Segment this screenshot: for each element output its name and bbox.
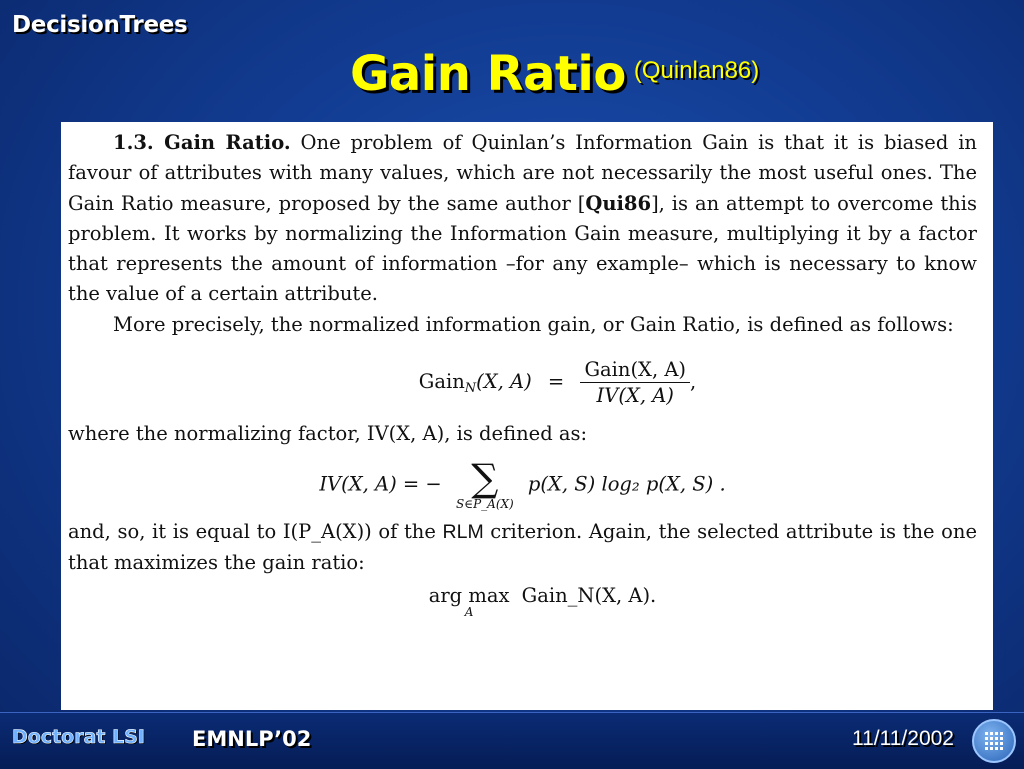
citation: Qui86 [585, 191, 652, 215]
eq3-arg-label: arg max [428, 583, 510, 607]
eq2-summation [455, 456, 514, 512]
section-title: DecisionTrees [12, 12, 188, 38]
eq1-lhs: Gain [418, 370, 465, 394]
slide-subtitle: (Quinlan86) [633, 57, 760, 84]
paragraph-1-end: ], is an attempt to overcome this problem. It works by normalizing the Information Gain measure, multiplying it by a factor that represents the amount of information –for any example– which is necessary to know the value of a certain attribute. [68, 191, 977, 306]
paragraph-2: More precisely, the normalized information gain, or Gain Ratio, is defined as follows: [113, 312, 954, 336]
rlm-label: RLM [442, 521, 484, 544]
eq1-denominator: IV(X, A) [596, 384, 674, 408]
paragraph-1 [68, 128, 977, 310]
eq3-argmax [429, 584, 510, 617]
paragraph-4 [68, 517, 977, 578]
document-excerpt [61, 122, 993, 710]
eq1-tail: , [690, 370, 697, 394]
section-heading: 1.3. Gain Ratio. [113, 131, 291, 154]
footer-bar [0, 712, 1024, 769]
doctorat-lsi-logo: Doctorat LSI [12, 726, 145, 748]
equation-argmax [68, 584, 977, 617]
equation-gain-ratio [68, 358, 977, 407]
eq1-equals: = [547, 370, 565, 394]
eq2-rhs: p(X, S) log₂ p(X, S) . [527, 472, 726, 496]
eq2-lhs: IV(X, A) = − [319, 472, 442, 496]
eq3-rhs: Gain_N(X, A). [521, 583, 657, 607]
conference-label: EMNLP’02 [192, 727, 312, 751]
paragraph-1-text: One problem of Quinlan’s Information Gain is that it is biased in favour of attributes with many values, which are not necessarily the most useful ones. The Gain Ratio measure, proposed by the same author [ [68, 131, 977, 215]
slide-title: Gain Ratio [350, 46, 626, 102]
equation-iv [68, 456, 977, 512]
eq1-numerator: Gain(X, A) [580, 358, 690, 383]
date-label: 11/11/2002 [852, 727, 954, 750]
eq3-arg-limit: A [464, 604, 474, 619]
summation-icon: ∑ [471, 456, 499, 501]
paragraph-4-end: criterion. Again, the selected attribute is the one that maximizes the gain ratio: [68, 520, 978, 574]
eq1-lhs-sub: N [464, 381, 477, 397]
paragraph-4-start: and, so, it is equal to I(P_A(X)) of the [68, 520, 443, 544]
eq1-fraction [580, 358, 690, 407]
eq2-sum-limit: S∈P_A(X) [455, 497, 514, 512]
eq1-lhs-args: (X, A) [476, 370, 532, 394]
university-emblem-icon [972, 719, 1016, 763]
paragraph-3: where the normalizing factor, IV(X, A), is defined as: [68, 422, 588, 446]
slide-title-group [350, 46, 759, 102]
